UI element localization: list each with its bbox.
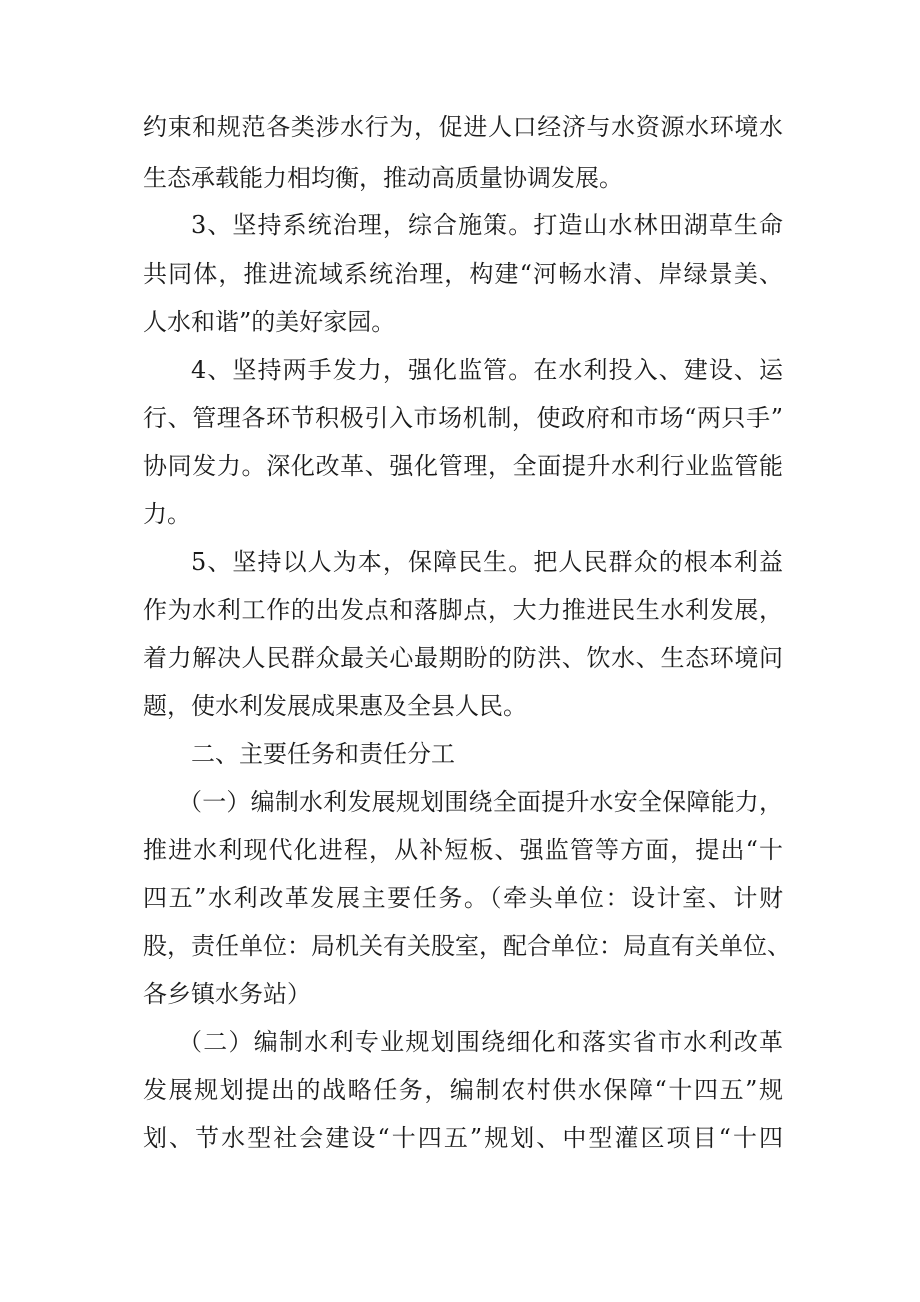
paragraph-line: 作为水利工作的出发点和落脚点，大力推进民生水利发展， [143,596,783,624]
paragraph-line: 划、节水型社会建设“十四五”规划、中型灌区项目“十四 [143,1124,783,1152]
paragraph-line: （一）编制水利发展规划围绕全面提升水安全保障能力， [178,788,783,816]
paragraph-line: （二）编制水利专业规划围绕细化和落实省市水利改革 [178,1028,783,1056]
paragraph-line: 股，责任单位：局机关有关股室，配合单位：局直有关单位、 [143,932,791,960]
paragraph-line: 发展规划提出的战略任务，编制农村供水保障“十四五”规 [143,1076,783,1104]
section-heading: 二、主要任务和责任分工 [191,740,455,768]
paragraph-line: 5、坚持以人为本，保障民生。把人民群众的根本利益 [191,548,783,576]
paragraph-line: 人水和谐”的美好家园。 [143,308,396,336]
paragraph-line: 各乡镇水务站） [143,980,311,1008]
paragraph-line: 行、管理各环节积极引入市场机制，使政府和市场“两只手” [143,404,783,432]
paragraph-line: 题，使水利发展成果惠及全县人民。 [143,692,527,720]
paragraph-line: 四五”水利改革发展主要任务。（牵头单位：设计室、计财 [143,884,783,912]
paragraph-line: 约束和规范各类涉水行为，促进人口经济与水资源水环境水 [143,113,783,141]
paragraph-line: 推进水利现代化进程，从补短板、强监管等方面，提出“十 [143,836,783,864]
paragraph-line: 共同体，推进流域系统治理，构建“河畅水清、岸绿景美、 [143,260,783,288]
paragraph-line: 着力解决人民群众最关心最期盼的防洪、饮水、生态环境问 [143,644,783,672]
paragraph-line: 生态承载能力相均衡，推动高质量协调发展。 [143,164,623,192]
paragraph-line: 3、坚持系统治理，综合施策。打造山水林田湖草生命 [191,211,783,239]
paragraph-line: 协同发力。深化改革、强化管理，全面提升水利行业监管能 [143,452,783,480]
paragraph-line: 4、坚持两手发力，强化监管。在水利投入、建设、运 [191,356,783,384]
paragraph-line: 力。 [143,500,191,528]
